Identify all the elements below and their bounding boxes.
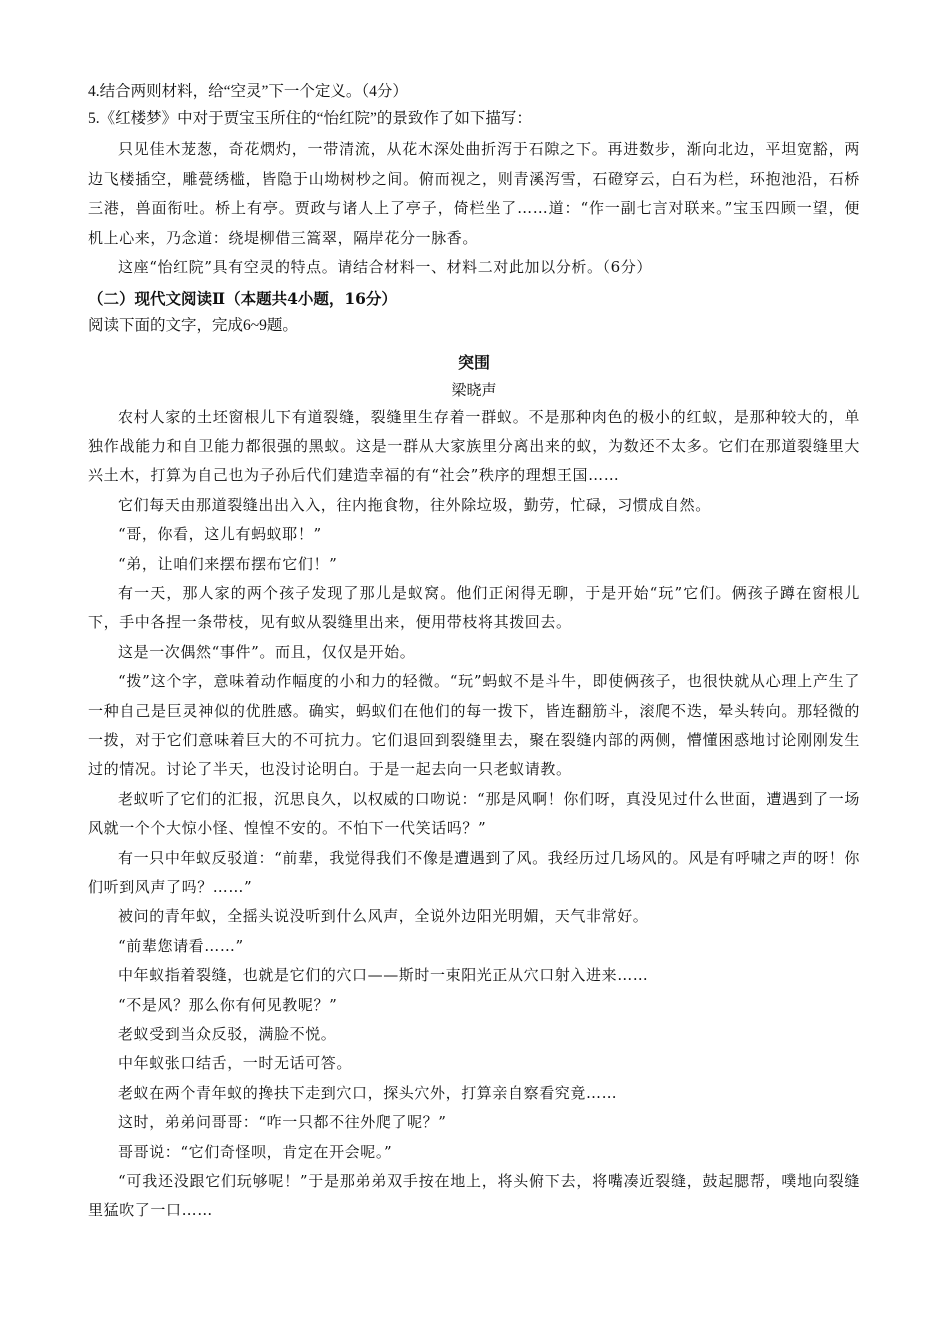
story-paragraph: “前辈您请看……”: [118, 936, 244, 955]
section-2-heading: （二）现代文阅读Ⅱ（本题共4小题，16分）: [88, 288, 397, 308]
story-paragraph: 中年蚁指着裂缝，也就是它们的穴口——斯时一束阳光正从穴口射入进来……: [118, 966, 649, 985]
story-paragraph: 哥哥说：“它们奇怪呗，肯定在开会呢。”: [118, 1142, 393, 1161]
story-title: 突围: [457, 352, 490, 372]
question-5-task: 这座“怡红院”具有空灵的特点。请结合材料一、材料二对此加以分析。（6分）: [118, 258, 652, 276]
story-paragraph: “可我还没跟它们玩够呢！”于是那弟弟双手按在地上，将头俯下去，将嘴凑近裂缝，鼓起腮帮，噗地向裂缝里猛吹了一口……: [88, 1172, 860, 1220]
story-paragraph: 中年蚁张口结舌，一时无话可答。: [118, 1054, 353, 1073]
story-paragraph: 有一只中年蚁反驳道：“前辈，我觉得我们不像是遭遇到了风。我经历过几场风的。风是有呼啸之声的呀！你们听到风声了吗？……”: [88, 848, 860, 896]
story-paragraph: 老蚁在两个青年蚁的搀扶下走到穴口，探头穴外，打算亲自察看究竟……: [118, 1083, 618, 1102]
story-paragraph: “弟，让咱们来摆布摆布它们！”: [118, 554, 338, 573]
story-paragraph: 这时，弟弟问哥哥：“咋一只都不往外爬了呢？”: [118, 1113, 447, 1132]
story-paragraph: 老蚁听了它们的汇报，沉思良久，以权威的口吻说：“那是风啊！你们呀，真没见过什么世面，遭遇到了一场风就一个个大惊小怪、惶惶不安的。不怕下一代笑话吗？”: [88, 789, 860, 838]
question-5-intro: 5.《红楼梦》中对于贾宝玉所住的“怡红院”的景致作了如下描写：: [88, 110, 532, 127]
story-paragraph: “不是风？那么你有何见教呢？”: [118, 995, 338, 1014]
story-paragraph: 被问的青年蚁，全摇头说没听到什么风声，全说外边阳光明媚，天气非常好。: [118, 907, 649, 926]
story-paragraph: 老蚁受到当众反驳，满脸不悦。: [118, 1025, 337, 1044]
story-author: 梁晓声: [451, 380, 497, 399]
story-paragraph: 农村人家的土坯窗根儿下有道裂缝，裂缝里生存着一群蚁。不是那种肉色的极小的红蚁，是那种较大的，单独作战能力和自卫能力都很强的黑蚁。这是一群从大家族里分离出来的蚁，为数还不太多。它们在那道裂缝里大兴土木，打算为自己也为子孙后代们建造幸福的有“社会”秩序的理想王国……: [88, 407, 860, 485]
story-body: [88, 403, 860, 1226]
story-paragraph: 有一天，那人家的两个孩子发现了那儿是蚁窝。他们正闲得无聊，于是开始“玩”它们。俩孩子蹲在窗根儿下，手中各捏一条带枝，见有蚁从裂缝里出来，便用带枝将其拨回去。: [88, 583, 860, 632]
exam-page: [88, 78, 860, 1226]
story-paragraph: 这是一次偶然“事件”。而且，仅仅是开始。: [118, 642, 416, 661]
story-paragraph: “哥，你看，这儿有蚂蚁耶！”: [118, 525, 322, 544]
question-4: 4.结合两则材料，给“空灵”下一个定义。（4分）: [88, 83, 408, 100]
story-paragraph: 它们每天由那道裂缝出出入入，往内拖食物，往外除垃圾，勤劳，忙碌，习惯成自然。: [118, 495, 711, 514]
question-5-quote: 只见佳木茏葱，奇花熌灼，一带清流，从花木深处曲折泻于石隙之下。再进数步，渐向北边，平坦宽豁，两边飞楼插空，雕甍绣槛，皆隐于山坳树杪之间。俯而视之，则青溪泻雪，石磴穿云，白石为栏，环抱池沿，石桥三港，兽面衔吐。桥上有亭。贾政与诸人上了亭子，倚栏坐了……道：“作一副七言对联来。”宝玉四顾一望，便机上心来，乃念道：绕堤柳借三篙翠，隔岸花分一脉香。: [88, 140, 860, 247]
section-2-instruction: 阅读下面的文字，完成6~9题。: [88, 316, 298, 334]
story-paragraph: “拨”这个字，意味着动作幅度的小和力的轻微。“玩”蚂蚁不是斗牛，即使俩孩子，也很快就从心理上产生了一种自己是巨灵神似的优胜感。确实，蚂蚁们在他们的每一拨下，皆连翻筋斗，滚爬不迭，晕头转向。那轻微的一拨，对于它们意味着巨大的不可抗力。它们退回到裂缝里去，聚在裂缝内部的两侧，懵懂困惑地讨论刚刚发生过的情况。讨论了半天，也没讨论明白。于是一起去向一只老蚁请教。: [88, 672, 860, 779]
